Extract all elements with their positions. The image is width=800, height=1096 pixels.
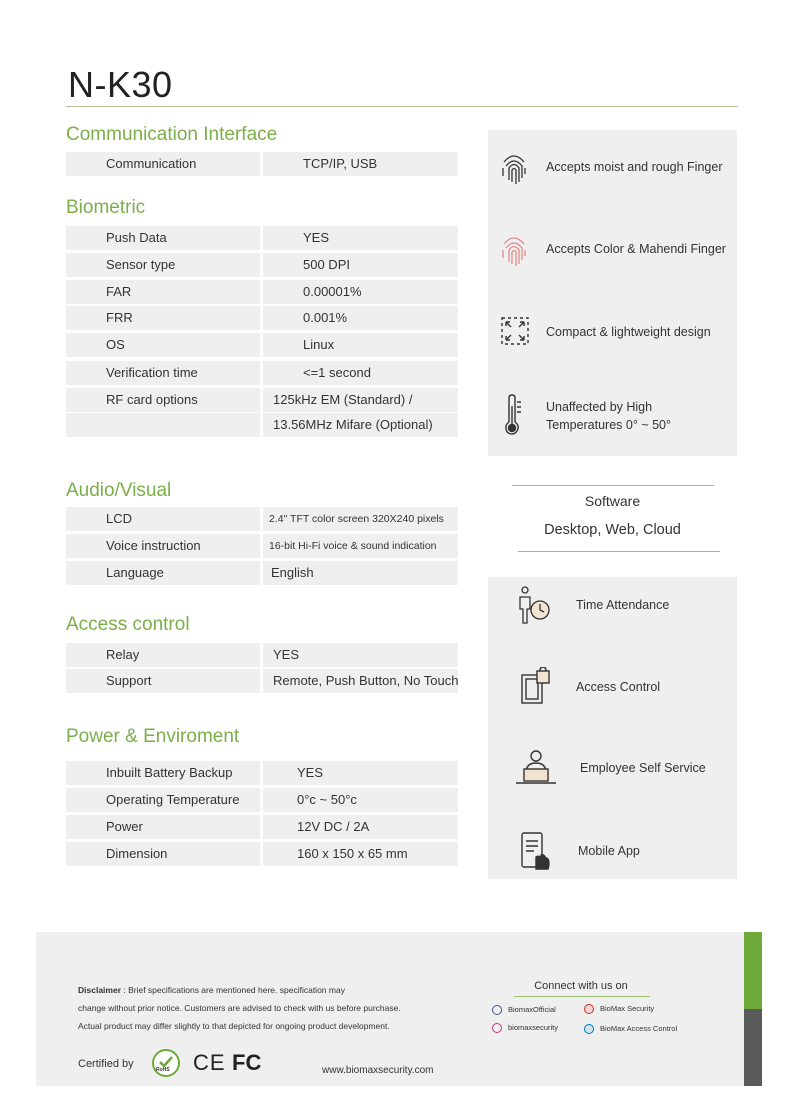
compact-design-icon [500,316,530,351]
facebook-icon [492,1005,502,1015]
page-title: N-K30 [68,64,173,105]
spec-label: Operating Temperature [66,788,260,812]
spec-row-voice [66,534,458,558]
app-label: Employee Self Service [580,761,706,775]
spec-row-rf-card-cont [66,413,458,437]
employee-self-service-icon [514,749,558,792]
section-title-power: Power & Enviroment [66,726,240,747]
spec-value: 0°c ~ 50°c [263,788,458,812]
apps-panel [488,577,737,879]
spec-label: Dimension [66,842,260,866]
software-platforms: Desktop, Web, Cloud [544,522,681,538]
spec-row-language [66,561,458,585]
spec-value: 12V DC / 2A [263,815,458,839]
spec-label: Power [66,815,260,839]
certified-by-label: Certified by [78,1058,134,1070]
ce-mark: CE [193,1050,226,1075]
section-title-communication: Communication Interface [66,124,278,145]
spec-value: YES [263,761,458,785]
feature-text: Unaffected by High [546,400,653,414]
spec-row-frr [66,306,458,330]
spec-row-rf-card [66,388,458,412]
spec-label: Communication [66,152,260,176]
spec-row-os [66,333,458,357]
spec-label: Sensor type [66,253,260,277]
spec-row-far [66,280,458,304]
rohs-logo [152,1049,180,1077]
social-linkedin[interactable] [584,1024,677,1034]
connect-title: Connect with us on [534,980,628,992]
disclaimer-line3: Actual product may differ slightly to that depicted for ongoing product development. [78,1021,390,1031]
footer-accent-gray [744,1009,762,1086]
spec-label [66,413,260,437]
social-label: BioMax Security [600,1004,655,1013]
spec-label: FAR [66,280,260,304]
spec-row-battery [66,761,458,785]
youtube-icon [584,1004,594,1014]
fingerprint-color-icon [500,230,528,275]
spec-value: 16-bit Hi-Fi voice & sound indication [263,534,458,558]
feature-text: Temperatures 0° ~ 50° [546,418,671,432]
title-divider [66,106,738,107]
app-label: Time Attendance [576,598,670,612]
social-label: biomaxsecurity [508,1023,559,1032]
spec-row-communication [66,152,458,176]
spec-value: YES [263,643,458,667]
website-link[interactable]: www.biomaxsecurity.com [322,1065,434,1076]
section-title-biometric: Biometric [66,197,146,218]
feature-text: Accepts Color & Mahendi Finger [546,242,726,256]
spec-row-dimension [66,842,458,866]
spec-label: Relay [66,643,260,667]
spec-value: 0.001% [263,306,458,330]
spec-row-lcd [66,507,458,531]
spec-value: English [263,561,458,585]
spec-row-support [66,669,458,693]
spec-row-power [66,815,458,839]
spec-label: LCD [66,507,260,531]
spec-value: YES [263,226,458,250]
disclaimer-line1 [78,985,345,995]
app-label: Access Control [576,680,661,694]
linkedin-icon [584,1024,594,1034]
software-title: Software [584,493,641,509]
spec-value: 0.00001% [263,280,458,304]
footer-accent-green [744,932,762,1009]
fc-mark: FC [232,1050,262,1075]
spec-label: OS [66,333,260,357]
disclaimer-text: : Brief specifications are mentioned here. specification may [121,985,345,995]
spec-row-push-data [66,226,458,250]
spec-value: Linux [263,333,458,357]
rohs-text: RoHS [156,1067,170,1073]
spec-row-verification-time [66,361,458,385]
section-title-audio-visual: Audio/Visual [66,480,172,501]
thermometer-icon [502,394,524,441]
social-instagram[interactable] [492,1023,558,1033]
instagram-icon [492,1023,502,1033]
social-label: BioMax Access Control [600,1024,678,1033]
disclaimer-line2: change without prior notice. Customers are advised to check with us before purchase. [78,1003,401,1013]
spec-row-operating-temp [66,788,458,812]
spec-value: 13.56MHz Mifare (Optional) [263,413,458,437]
social-label: BiomaxOfficial [508,1005,556,1014]
time-attendance-icon [516,585,554,630]
features-panel [488,130,737,456]
mobile-app-icon [520,831,554,876]
spec-value: <=1 second [263,361,458,385]
spec-label: RF card options [66,388,260,412]
fingerprint-icon [500,148,528,193]
disclaimer-label: Disclaimer [78,985,121,995]
social-youtube[interactable] [584,1004,654,1014]
spec-value: Remote, Push Button, No Touch [263,669,458,693]
spec-label: Inbuilt Battery Backup [66,761,260,785]
software-bottom-rule [518,551,720,552]
spec-value: 500 DPI [263,253,458,277]
spec-label: FRR [66,306,260,330]
spec-label: Push Data [66,226,260,250]
spec-value: 2.4" TFT color screen 320X240 pixels [263,507,458,531]
spec-value: 125kHz EM (Standard) / [263,388,458,412]
app-label: Mobile App [578,844,640,858]
spec-label: Verification time [66,361,260,385]
social-facebook[interactable] [492,1005,556,1015]
spec-row-sensor-type [66,253,458,277]
feature-text: Compact & lightweight design [546,325,711,339]
section-title-access-control: Access control [66,614,190,635]
spec-label: Voice instruction [66,534,260,558]
spec-label: Support [66,669,260,693]
spec-row-relay [66,643,458,667]
connect-divider [514,996,650,997]
spec-label: Language [66,561,260,585]
access-control-icon [520,667,552,712]
spec-value: TCP/IP, USB [263,152,458,176]
feature-text: Accepts moist and rough Finger [546,160,723,174]
software-top-rule [512,485,714,486]
spec-value: 160 x 150 x 65 mm [263,842,458,866]
